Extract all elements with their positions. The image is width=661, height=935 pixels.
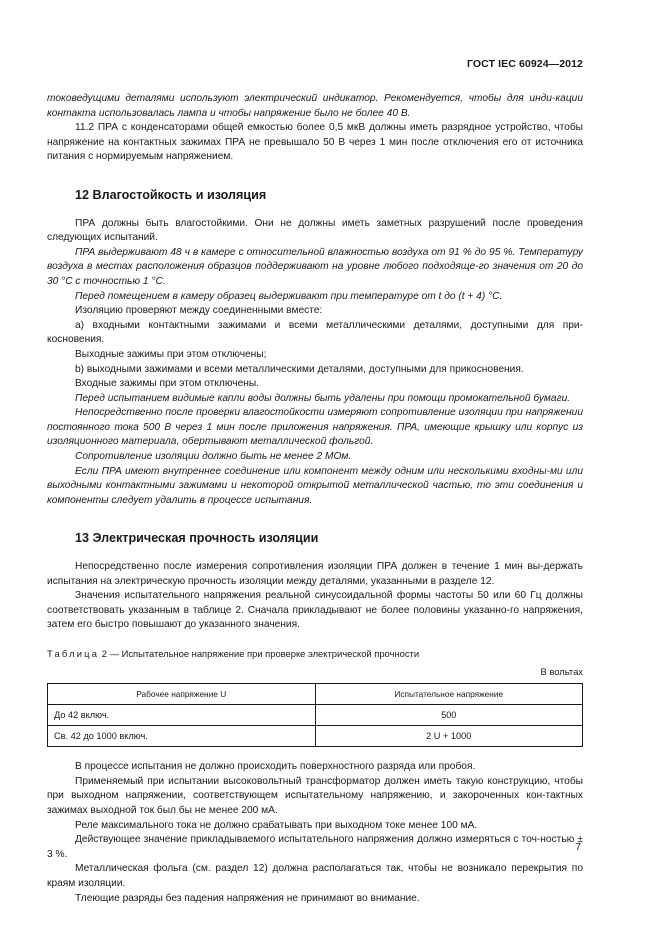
paragraph: Тлеющие разряды без падения напряжения не принимают во внимание.	[75, 892, 420, 904]
paragraph: Применяемый при испытании высоковольтный трансформатор должен иметь такую конструкцию, чтобы при выходном напряжении, соответствующем испытательному напряжению, и закороченных кон-тактных зажимах выходной ток был бы не менее 200 мА.	[47, 775, 583, 816]
table-caption-prefix: Таблица	[47, 648, 100, 659]
cell-working-voltage: Св. 42 до 1000 включ.	[48, 726, 316, 747]
paragraph: Изоляцию проверяют между соединенными вместе:	[75, 305, 323, 317]
paragraph-continuation: токоведущими деталями используют электрический индикатор. Рекомендуется, чтобы для инди-кации контакта использовалась лампа и чтобы напряжение было не более 40 В.	[47, 93, 583, 119]
paragraph: Перед помещением в камеру образец выдерживают при температуре от t до (t + 4) °С.	[75, 290, 503, 302]
table-units: В вольтах	[540, 665, 583, 677]
paragraph: Входные зажимы при этом отключены.	[75, 378, 260, 390]
test-voltage-table	[47, 683, 583, 747]
section-13-heading: 13 Электрическая прочность изоляции	[75, 531, 319, 546]
list-item-a: а) входными контактными зажимами и всеми металлическими деталями, доступными для при-косновения.	[47, 319, 583, 346]
paragraph: Выходные зажимы при этом отключены;	[75, 348, 267, 360]
paragraph: Непосредственно после проверки влагостойкости измеряют сопротивление изоляции при напряжении постоянного тока 500 В через 1 мин после приложения напряжения. ПРА, имеющие крышку или корпус из изоляционного материала, обертывают металлической фольгой.	[47, 407, 583, 448]
paragraph: Металлическая фольга (см. раздел 12) должна располагаться так, чтобы не возникало перекрытия по краям изоляции.	[47, 863, 583, 889]
document-body	[47, 92, 583, 906]
paragraph: Реле максимального тока не должно срабатывать при выходном токе менее 100 мА.	[75, 819, 478, 831]
paragraph: Действующее значение прикладываемого испытательного напряжения должно измеряться с точ-ностью ± 3 %.	[47, 834, 583, 860]
paragraph: Значения испытательного напряжения реальной синусоидальной формы частоты 50 или 60 Гц должны соответствовать указанным в таблице 2. Сначала прикладывают не более половины указанно-го напряжения, затем его быстро повышают до указанного значения.	[47, 590, 583, 631]
paragraph: ПРА выдерживают 48 ч в камере с относительной влажностью воздуха от 91 % до 95 %. Температуру воздуха в местах расположения образцов поддерживают на уровне любого подходяще-го значения от 20 до 30 °С с точностью 1 °С.	[47, 246, 583, 287]
col-header-working-voltage: Рабочее напряжение U	[48, 684, 316, 705]
list-item-b: b) выходными зажимами и всеми металлическими деталями, доступными для прикосновения.	[75, 363, 524, 375]
paragraph: Перед испытанием видимые капли воды должны быть удалены при помощи промокательной бумаги.	[75, 392, 571, 404]
table-header-row	[48, 684, 583, 705]
paragraph: Непосредственно после измерения сопротивления изоляции ПРА должен в течение 1 мин вы-держать испытания на электрическую прочность изоляции между деталями, указанными в разделе 12.	[47, 561, 583, 587]
cell-working-voltage: До 42 включ.	[48, 705, 316, 726]
section-12-heading: 12 Влагостойкость и изоляция	[75, 187, 267, 202]
paragraph: Сопротивление изоляции должно быть не менее 2 МОм.	[75, 451, 352, 463]
table-row	[48, 705, 583, 726]
cell-test-voltage: 500	[315, 705, 583, 726]
paragraph-11-2: 11.2 ПРА с конденсаторами общей емкостью более 0,5 мкВ должны иметь разрядное устройство, чтобы напряжение на контактных зажимах ПРА не превышало 50 В через 1 мин после отключения его от источника питания с нормируемым напряжением.	[47, 122, 583, 163]
cell-test-voltage: 2 U + 1000	[315, 726, 583, 747]
paragraph: В процессе испытания не должно происходить поверхностного разряда или пробоя.	[75, 761, 476, 773]
table-caption-text: 2 — Испытательное напряжение при проверке электрической прочности	[99, 648, 420, 659]
paragraph: Если ПРА имеют внутреннее соединение или компонент между одним или несколькими входны-ми или выходными контактными зажимами и некоторой открытой металлической частью, то эти соединения и компоненты следует удалить в процессе испытания.	[47, 465, 583, 506]
table-row	[48, 726, 583, 747]
page-number: 7	[575, 842, 581, 853]
table-caption	[47, 647, 583, 662]
paragraph: ПРА должны быть влагостойкими. Они не должны иметь заметных разрушений после проведения следующих испытаний.	[47, 217, 583, 244]
document-code-header: ГОСТ IEC 60924—2012	[466, 58, 583, 70]
col-header-test-voltage: Испытательное напряжение	[315, 684, 583, 705]
